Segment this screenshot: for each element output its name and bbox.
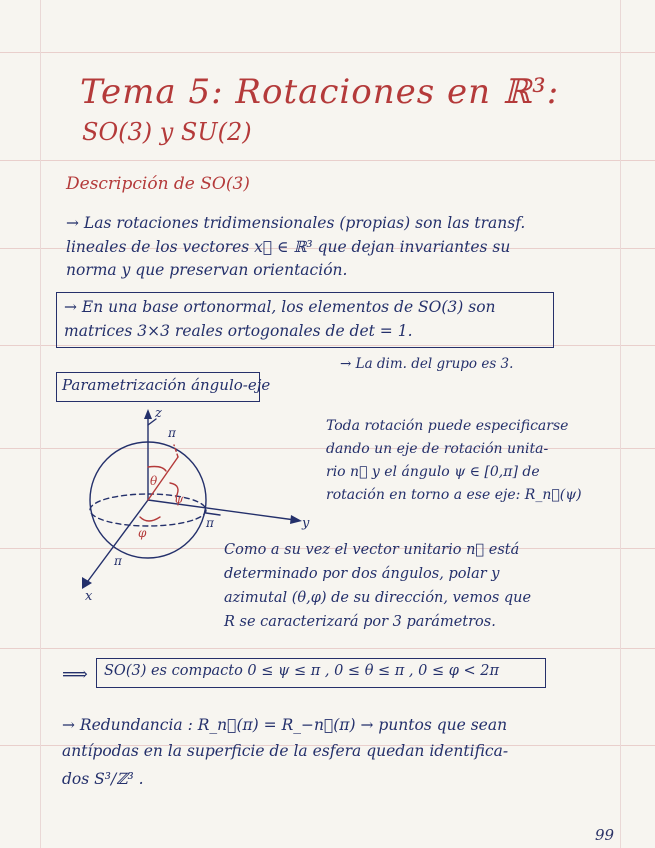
label-theta: θ [150, 474, 158, 488]
page-number: 99 [595, 826, 615, 844]
label-x: x [85, 589, 93, 604]
char-line-1: Como a su vez el vector unitario n⃗ está [224, 542, 520, 558]
redundancy-line-3: dos S³/ℤ³ . [62, 770, 144, 788]
ruled-line [0, 52, 655, 53]
box-line-1: → En una base ortonormal, los elementos de SO(3) son [64, 298, 496, 316]
char-line-2: determinado por dos ángulos, polar y [224, 566, 500, 582]
ruled-line [0, 160, 655, 161]
char-line-3: azimutal (θ,φ) de su dirección, vemos que [224, 590, 532, 606]
desc-line-1: Toda rotación puede especificarse [326, 418, 569, 434]
label-phi: φ [138, 526, 147, 540]
x-axis [85, 500, 148, 585]
x-arrowhead [82, 577, 92, 589]
dimension-note: → La dim. del grupo es 3. [340, 356, 514, 372]
page-subtitle: SO(3) y SU(2) [82, 118, 252, 146]
box-line-2: matrices 3×3 reales ortogonales de det = 1. [64, 322, 413, 340]
label-z: z [155, 406, 162, 421]
compactness-statement: SO(3) es compacto 0 ≤ ψ ≤ π , 0 ≤ θ ≤ π , 0 ≤ φ < 2π [104, 663, 500, 679]
rotations-line-2: lineales de los vectores x⃗ ∈ ℝ³ que dejan invariantes su [66, 238, 511, 256]
label-pi-right: π [206, 516, 214, 530]
theta-arc [148, 467, 166, 472]
rotations-line-1: → Las rotaciones tridimensionales (propias) son las transf. [66, 214, 526, 232]
margin-line [40, 0, 41, 848]
pi-right-arrow [206, 513, 220, 515]
z-arrowhead [144, 409, 152, 419]
label-pi-left: π [114, 554, 122, 568]
y-axis [148, 500, 295, 520]
desc-line-2: dando un eje de rotación unita- [326, 441, 549, 457]
phi-arc [140, 517, 160, 521]
parametrization-heading: Parametrización ángulo-eje [62, 376, 271, 394]
desc-line-3: rio n⃗ y el ángulo ψ ∈ [0,π] de [326, 464, 540, 480]
label-y: y [302, 516, 310, 531]
char-line-4: R se caracterizará por 3 parámetros. [224, 614, 496, 630]
desc-line-4: rotación en torno a ese eje: R_n⃗(ψ) [326, 487, 582, 503]
compact-arrow: ⟹ [62, 664, 88, 685]
label-psi: ψ [174, 492, 184, 506]
page-title: Tema 5: Rotaciones en ℝ³: [80, 72, 560, 112]
ruled-line [0, 648, 655, 649]
label-pi-top: π [168, 426, 176, 440]
redundancy-line-2: antípodas en la superficie de la esfera quedan identifica- [62, 742, 509, 760]
redundancy-line-1: → Redundancia : R_n⃗(π) = R_−n⃗(π) → puntos que sean [62, 716, 508, 734]
margin-line [620, 0, 621, 848]
rotations-line-3: norma y que preservan orientación. [66, 261, 348, 279]
n-projection [174, 445, 178, 457]
section-heading: Descripción de SO(3) [66, 174, 250, 194]
y-arrowhead [290, 515, 302, 524]
